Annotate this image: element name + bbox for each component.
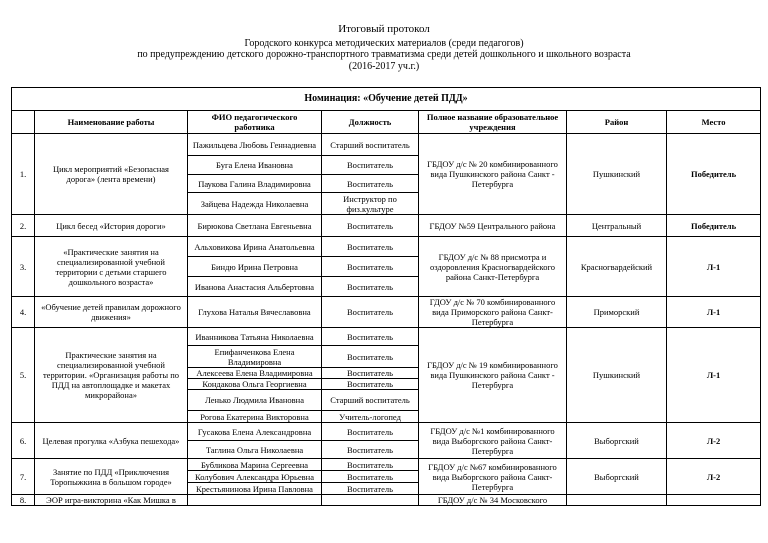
work-title: Цикл бесед «История дороги» xyxy=(35,215,188,237)
district-name: Пушкинский xyxy=(567,134,667,215)
institution-name: ГБДОУ №59 Центрального района xyxy=(419,215,567,237)
teacher-name: Зайцева Надежда Николаевна xyxy=(188,193,322,215)
nomination-title: Номинация: «Обучение детей ПДД» xyxy=(12,88,761,111)
table-row xyxy=(12,423,761,441)
teacher-position: Воспитатель xyxy=(322,459,419,471)
table-row xyxy=(12,215,761,237)
district-name: Приморский xyxy=(567,297,667,328)
entry-number: 3. xyxy=(12,237,35,297)
entry-number: 4. xyxy=(12,297,35,328)
institution-name: ГДОУ д/с № 70 комбинированного вида Приморского района Санкт-Петербурга xyxy=(419,297,567,328)
award-place: Л-2 xyxy=(667,423,761,459)
award-place: Л-2 xyxy=(667,459,761,495)
teacher-name: Крестьянинова Ирина Павловна xyxy=(188,483,322,495)
table-row xyxy=(12,495,761,506)
teacher-position: Воспитатель xyxy=(322,346,419,368)
teacher-position: Воспитатель xyxy=(322,156,419,175)
table-row xyxy=(12,237,761,257)
award-place: Л-1 xyxy=(667,237,761,297)
table-row xyxy=(12,459,761,471)
teacher-name xyxy=(188,495,322,506)
contest-subject: по предупреждению детского дорожно-транспортного травматизма среди детей дошкольного и школьного возраста xyxy=(137,49,631,60)
teacher-name: Таглина Ольга Николаевна xyxy=(188,441,322,459)
teacher-name: Паукова Галина Владимировна xyxy=(188,175,322,193)
award-place: Победитель xyxy=(667,134,761,215)
teacher-position: Старший воспитатель xyxy=(322,390,419,411)
teacher-name: Бирюкова Светлана Евгеньевна xyxy=(188,215,322,237)
entry-number: 2. xyxy=(12,215,35,237)
teacher-position: Старший воспитатель xyxy=(322,134,419,156)
teacher-name: Альховикова Ирина Анатольевна xyxy=(188,237,322,257)
teacher-name: Буга Елена Ивановна xyxy=(188,156,322,175)
document-header xyxy=(0,24,768,72)
institution-name: ГБДОУ д/с №1 комбинированного вида Выборгского района Санкт-Петербурга xyxy=(419,423,567,459)
district-name: Выборгский xyxy=(567,459,667,495)
teacher-position: Воспитатель xyxy=(322,379,419,390)
col-header-fio: ФИО педагогического работника xyxy=(188,111,322,134)
teacher-position: Воспитатель xyxy=(322,483,419,495)
entry-number: 6. xyxy=(12,423,35,459)
col-header-district: Район xyxy=(567,111,667,134)
teacher-name: Бубликова Марина Сергеевна xyxy=(188,459,322,471)
entry-number: 5. xyxy=(12,328,35,423)
award-place xyxy=(667,495,761,506)
teacher-position: Воспитатель xyxy=(322,471,419,483)
col-header-work: Наименование работы xyxy=(35,111,188,134)
work-title: Целевая прогулка «Азбука пешехода» xyxy=(35,423,188,459)
teacher-position: Воспитатель xyxy=(322,368,419,379)
teacher-position xyxy=(322,495,419,506)
district-name: Центральный xyxy=(567,215,667,237)
teacher-position: Воспитатель xyxy=(322,423,419,441)
academic-year: (2016-2017 уч.г.) xyxy=(348,60,420,72)
work-title: Цикл мероприятий «Безопасная дорога» (лента времени) xyxy=(35,134,188,215)
institution-name: ГБДОУ д/с № 20 комбинированного вида Пушкинского района Санкт - Петербурга xyxy=(419,134,567,215)
table-row xyxy=(12,328,761,346)
district-name: Пушкинский xyxy=(567,328,667,423)
teacher-name: Гусакова Елена Александровна xyxy=(188,423,322,441)
teacher-position: Воспитатель xyxy=(322,257,419,277)
teacher-name: Иванникова Татьяна Николаевна xyxy=(188,328,322,346)
teacher-position: Воспитатель xyxy=(322,277,419,297)
institution-name: ГБДОУ д/с № 88 присмотра и оздоровления Красногвардейского района Санкт-Петербурга xyxy=(419,237,567,297)
col-header-place: Место xyxy=(667,111,761,134)
nomination-row xyxy=(12,88,761,111)
teacher-name: Епифанченкова Елена Владимировна xyxy=(188,346,322,368)
work-title: ЭОР игра-викторина «Как Мишка в xyxy=(35,495,188,506)
work-title: Занятие по ПДД «Приключения Торопыжкина в большом городе» xyxy=(35,459,188,495)
teacher-position: Воспитатель xyxy=(322,215,419,237)
table-row xyxy=(12,297,761,328)
col-header-number xyxy=(12,111,35,134)
teacher-position: Инструктор по физ.культуре xyxy=(322,193,419,215)
teacher-name: Алексеева Елена Владимировна xyxy=(188,368,322,379)
teacher-position: Воспитатель xyxy=(322,175,419,193)
teacher-name: Глухова Наталья Вячеславовна xyxy=(188,297,322,328)
institution-name: ГБДОУ д/с №67 комбинированного вида Выборгского района Санкт-Петербурга xyxy=(419,459,567,495)
institution-name: ГБДОУ д/с № 19 комбинированного вида Пушкинского района Санкт - Петербурга xyxy=(419,328,567,423)
teacher-position: Воспитатель xyxy=(322,237,419,257)
teacher-position: Воспитатель xyxy=(322,297,419,328)
teacher-name: Биндю Ирина Петровна xyxy=(188,257,322,277)
district-name: Выборгский xyxy=(567,423,667,459)
contest-name: Городского конкурса методических материалов (среди педагогов) xyxy=(244,37,524,49)
award-place: Л-1 xyxy=(667,328,761,423)
protocol-title: Итоговый протокол xyxy=(338,23,430,35)
teacher-position: Воспитатель xyxy=(322,328,419,346)
results-table xyxy=(11,87,761,506)
teacher-name: Ленько Людмила Ивановна xyxy=(188,390,322,411)
work-title: «Обучение детей правилам дорожного движения» xyxy=(35,297,188,328)
teacher-position: Воспитатель xyxy=(322,441,419,459)
entry-number: 7. xyxy=(12,459,35,495)
teacher-name: Рогова Екатерина Викторовна xyxy=(188,411,322,423)
teacher-name: Иванова Анастасия Альбертовна xyxy=(188,277,322,297)
entry-number: 1. xyxy=(12,134,35,215)
district-name xyxy=(567,495,667,506)
teacher-name: Пажильцева Любовь Геннадиевна xyxy=(188,134,322,156)
table-row xyxy=(12,134,761,156)
district-name: Красногвардейский xyxy=(567,237,667,297)
teacher-name: Колубович Александра Юрьевна xyxy=(188,471,322,483)
institution-name: ГБДОУ д/с № 34 Московского xyxy=(419,495,567,506)
teacher-position: Учитель-логопед xyxy=(322,411,419,423)
col-header-position: Должность xyxy=(322,111,419,134)
col-header-institution: Полное название образовательное учреждения xyxy=(419,111,567,134)
entry-number: 8. xyxy=(12,495,35,506)
work-title: Практические занятия на специализированной учебной территории. «Организация работы по ПДД на автоплощадке и макетах микрорайона» xyxy=(35,328,188,423)
award-place: Л-1 xyxy=(667,297,761,328)
award-place: Победитель xyxy=(667,215,761,237)
teacher-name: Кондакова Ольга Георгиевна xyxy=(188,379,322,390)
work-title: «Практические занятия на специализированной учебной территории с детьми старшего дошкольного возраста» xyxy=(35,237,188,297)
column-header-row xyxy=(12,111,761,134)
